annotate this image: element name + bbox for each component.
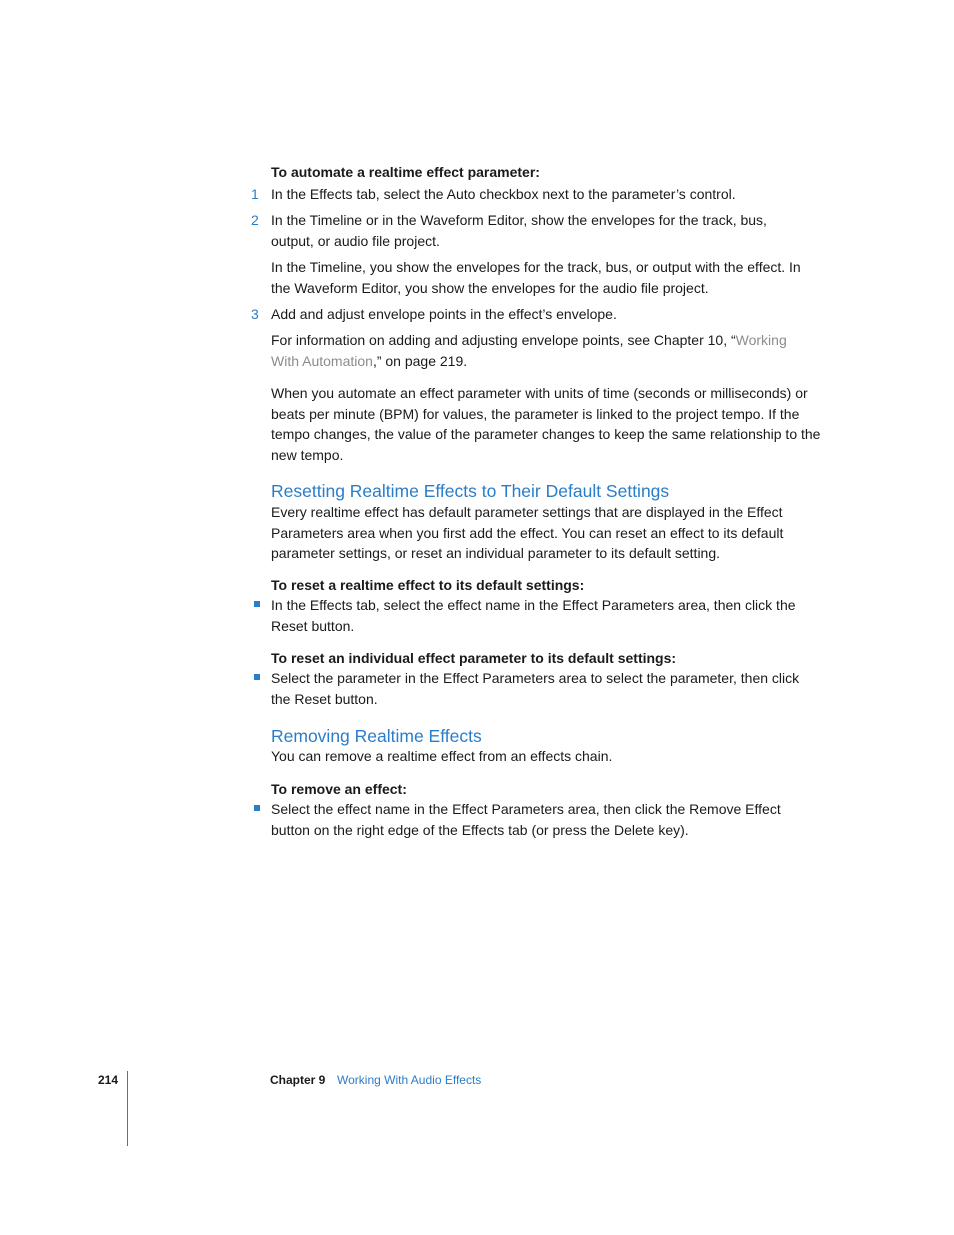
bullet-item bbox=[271, 799, 831, 840]
procedure-lead: To remove an effect: bbox=[271, 781, 407, 797]
step-number: 1 bbox=[251, 186, 259, 202]
step-text: Add and adjust envelope points in the effect’s envelope. bbox=[271, 306, 617, 322]
step-2 bbox=[251, 210, 831, 251]
body-paragraph: You can remove a realtime effect from an effects chain. bbox=[271, 748, 613, 764]
step-1 bbox=[251, 184, 831, 205]
bullet-text: Select the parameter in the Effect Parameters area to select the parameter, then click the Reset button. bbox=[271, 670, 800, 707]
section-heading: Resetting Realtime Effects to Their Default Settings bbox=[271, 481, 670, 501]
page-number: 214 bbox=[98, 1073, 119, 1087]
section-heading: Removing Realtime Effects bbox=[271, 726, 482, 746]
step-number: 3 bbox=[251, 306, 259, 322]
bullet-text: Select the effect name in the Effect Parameters area, then click the Remove Effect button on the right edge of the Effects tab (or press the Delete key). bbox=[271, 801, 781, 838]
cross-reference-link[interactable]: Working With Automation bbox=[271, 332, 787, 369]
bullet-item bbox=[271, 668, 831, 709]
procedure-lead: To automate a realtime effect parameter: bbox=[271, 164, 540, 180]
bullet-square-icon bbox=[254, 805, 260, 811]
step-text: In the Effects tab, select the Auto checkbox next to the parameter’s control. bbox=[271, 186, 736, 202]
step-2-note: In the Timeline, you show the envelopes for the track, bus, or output with the effect. In the Waveform Editor, you show the envelopes for the audio file project. bbox=[271, 259, 801, 296]
bullet-item bbox=[271, 595, 831, 636]
footer-chapter: Chapter 9 bbox=[270, 1073, 326, 1087]
body-paragraph: When you automate an effect parameter with units of time (seconds or milliseconds) or beats per minute (BPM) for values, the parameter is linked to the project tempo. If the tempo changes, the value of the parameter changes to keep the same relationship to the new tempo. bbox=[271, 385, 821, 463]
bullet-square-icon bbox=[254, 674, 260, 680]
step-number: 2 bbox=[251, 212, 259, 228]
bullet-square-icon bbox=[254, 601, 260, 607]
footer-chapter-title: Working With Audio Effects bbox=[337, 1073, 482, 1087]
step-3-note bbox=[271, 330, 811, 371]
procedure-lead: To reset an individual effect parameter to its default settings: bbox=[271, 650, 677, 666]
step-text: In the Timeline or in the Waveform Editor, show the envelopes for the track, bus, output, or audio file project. bbox=[271, 212, 767, 249]
step-3 bbox=[251, 304, 831, 325]
body-paragraph: Every realtime effect has default parameter settings that are displayed in the Effect Parameters area when you first add the effect. You can reset an effect to its default parameter settings, or reset an individual parameter to its default setting. bbox=[271, 504, 784, 561]
bullet-text: In the Effects tab, select the effect name in the Effect Parameters area, then click the Reset button. bbox=[271, 597, 796, 634]
procedure-lead: To reset a realtime effect to its default settings: bbox=[271, 577, 585, 593]
note-text: For information on adding and adjusting envelope points, see Chapter 10, “ bbox=[271, 332, 736, 348]
footer-divider bbox=[127, 1071, 128, 1146]
note-text: ,” on page 219. bbox=[372, 352, 468, 369]
